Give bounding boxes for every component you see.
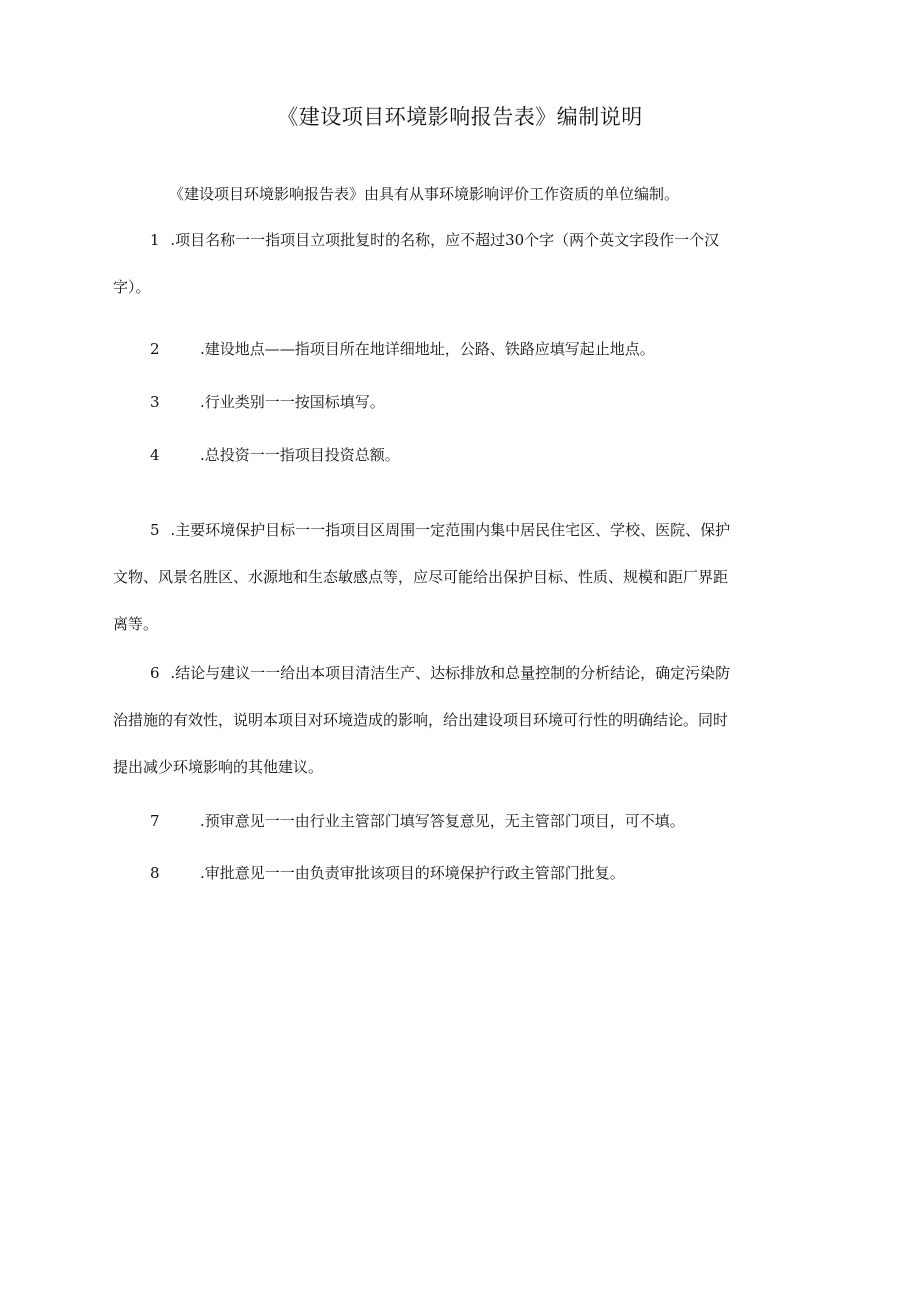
list-item-line	[113, 217, 807, 264]
list-item-8	[113, 850, 807, 897]
list-item-4	[113, 432, 807, 479]
list-item-line	[113, 650, 807, 697]
list-item-text: .项目名称一一指项目立项批复时的名称，应不超过30个字（两个英文字段作一个汉	[170, 231, 720, 249]
list-item-6	[113, 650, 807, 791]
list-item-line	[113, 326, 807, 373]
list-item-5	[113, 507, 807, 648]
list-item-line: 治措施的有效性，说明本项目对环境造成的影响，给出建设项目环境可行性的明确结论。同时	[113, 711, 729, 729]
list-item-number: 4	[150, 446, 160, 464]
list-item-line	[113, 379, 807, 426]
list-item-line	[113, 432, 807, 479]
list-item-text: .预审意见一一由行业主管部门填写答复意见，无主管部门项目，可不填。	[200, 812, 685, 830]
list-item-2	[113, 326, 807, 373]
list-item-line: 离等。	[113, 615, 159, 633]
intro-paragraph: 《建设项目环境影响报告表》由具有从事环境影响评价工作资质的单位编制。	[169, 185, 680, 203]
document-title: 《建设项目环境影响报告表》编制说明	[277, 105, 643, 129]
list-item-text: .结论与建议一一给出本项目清洁生产、达标排放和总量控制的分析结论，确定污染防	[170, 664, 731, 682]
list-item-1	[113, 217, 807, 311]
list-item-7	[113, 798, 807, 845]
list-item-line	[113, 850, 807, 897]
list-item-number: 3	[150, 393, 160, 411]
list-item-line	[113, 507, 807, 554]
list-item-3	[113, 379, 807, 426]
list-item-number: 6	[150, 664, 160, 682]
list-item-line: 提出减少环境影响的其他建议。	[113, 758, 324, 776]
list-item-text: .总投资一一指项目投资总额。	[200, 446, 400, 464]
list-item-number: 1	[150, 231, 160, 249]
list-item-line: 文物、风景名胜区、水源地和生态敏感点等，应尽可能给出保护目标、性质、规模和距厂界距	[113, 568, 729, 586]
list-item-text: .主要环境保护目标一一指项目区周围一定范围内集中居民住宅区、学校、医院、保护	[170, 521, 731, 539]
list-item-number: 7	[150, 812, 160, 830]
list-item-number: 5	[150, 521, 160, 539]
list-item-text: .行业类别一一按国标填写。	[200, 393, 385, 411]
list-item-text: .建设地点——指项目所在地详细地址，公路、铁路应填写起止地点。	[200, 340, 655, 358]
list-item-line: 字）。	[113, 278, 151, 296]
list-item-number: 2	[150, 340, 160, 358]
list-item-text: .审批意见一一由负责审批该项目的环境保护行政主管部门批复。	[200, 864, 625, 882]
list-item-line	[113, 798, 807, 845]
list-item-number: 8	[150, 864, 160, 882]
